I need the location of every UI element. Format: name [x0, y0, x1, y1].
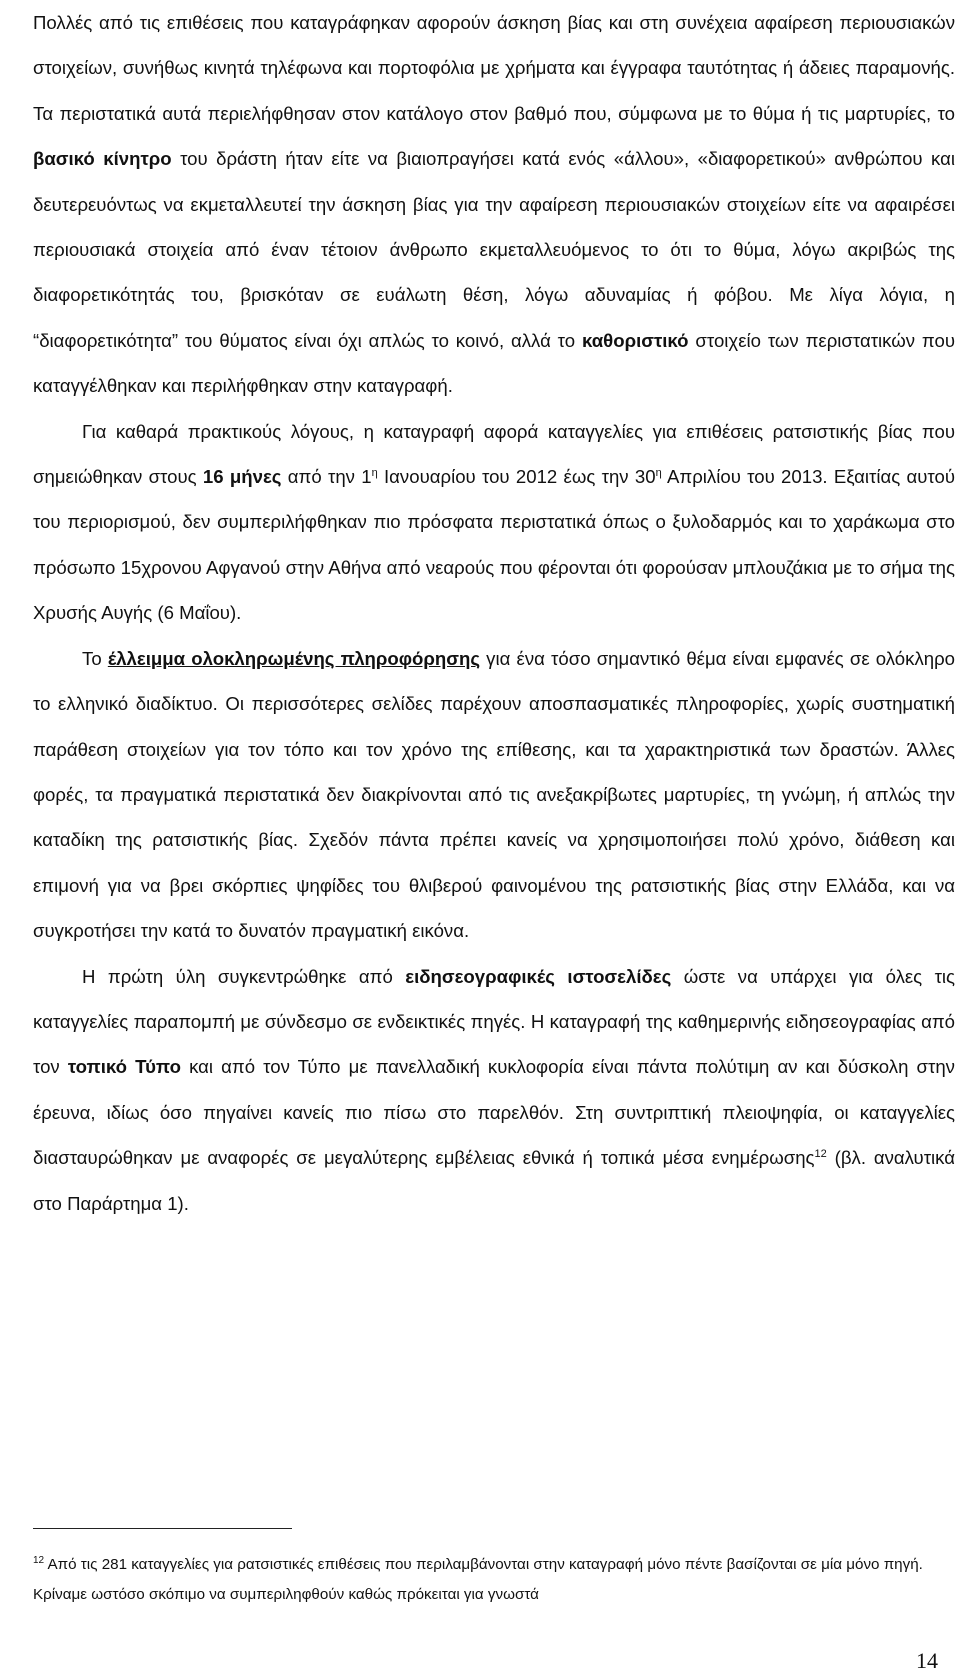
- footnote: [33, 1550, 955, 1610]
- bold-text: καθοριστικό: [581, 329, 689, 351]
- text-run: (βλ. αναλυτικά στο Παράρτημα 1).: [33, 1147, 955, 1214]
- bold-text: 16 μήνες: [202, 466, 282, 488]
- body-text: [33, 0, 955, 1226]
- text-run: Απριλίου του 2013. Εξαιτίας αυτού του περιορισμού, δεν συμπεριλήφθηκαν πιο πρόσφατα περιστατικά όπως ο ξυλοδαρμός και το χαράκωμα στο πρόσωπο 15χρονου Αφγανού στην Αθήνα από νεαρούς που φέρονται ότι φορούσαν μπλουζάκια με το σήμα της Χρυσής Αυγής (6 Μαΐου).: [33, 466, 955, 624]
- paragraph-3: [33, 636, 955, 954]
- footnote-marker: 12: [33, 1554, 45, 1566]
- text-run: του δράστη ήταν είτε να βιαιοπραγήσει κατά ενός «άλλου», «διαφορετικού» ανθρώπου και δευτερευόντως να εκμεταλλευτεί την άσκηση βίας για την αφαίρεση περιουσιακών στοιχείων είτε να αφαιρέσει περιουσιακά στοιχεία από έναν τέτοιον άνθρωπο εκμεταλλευόμενος το ότι το θύμα, λόγω ακριβώς της διαφορετικότητάς του, βρισκόταν σε ευάλωτη θέση, λόγω αδυναμίας ή φόβου. Με λίγα λόγια, η “διαφορετικότητα” του θύματος είναι όχι απλώς το κοινό, αλλά το: [33, 148, 955, 351]
- text-run: Πολλές από τις επιθέσεις που καταγράφηκαν αφορούν άσκηση βίας και στη συνέχεια αφαίρεση περιουσιακών στοιχείων, συνήθως κινητά τηλέφωνα και πορτοφόλια με χρήματα και έγγραφα ταυτότητας ή άδειες παραμονής. Τα περιστατικά αυτά περιελήφθησαν στον κατάλογο στον βαθμό που, σύμφωνα με το θύμα ή τις μαρτυρίες, το: [33, 12, 955, 124]
- text-run: ώστε να υπάρχει για όλες τις καταγγελίες παραπομπή με σύνδεσμο σε ενδεικτικές πηγές. Η καταγραφή της καθημερινής ειδησεογραφίας από τον: [33, 965, 956, 1078]
- footnote-separator: [33, 1528, 292, 1529]
- paragraph-4: [33, 954, 955, 1226]
- footnote-body: Από τις 281 καταγγελίες για ρατσιστικές επιθέσεις που περιλαμβάνονται στην καταγραφή μόνο πέντε βασίζονται σε μία μόνο πηγή. Κρίναμε ωστόσο σκόπιμο να συμπεριληφθούν καθώς πρόκειται για γνωστά: [33, 1556, 923, 1603]
- bold-underlined-text: έλλειμμα ολοκληρωμένης πληροφόρησης: [107, 647, 481, 669]
- bold-text: ειδησεογραφικές ιστοσελίδες: [405, 965, 672, 987]
- text-run: Το: [82, 647, 108, 669]
- footnote-text: [33, 1550, 955, 1610]
- page-number: 14: [916, 1648, 938, 1673]
- paragraph-1: [33, 0, 955, 409]
- text-run: για ένα τόσο σημαντικό θέμα είναι εμφανές σε ολόκληρο το ελληνικό διαδίκτυο. Οι περισσότερες σελίδες παρέχουν αποσπασματικές πληροφορίες, χωρίς συστηματική παράθεση στοιχείων για τον τόπο και τον χρόνο της επίθεσης, και τα χαρακτηριστικά των δραστών. Άλλες φορές, τα πραγματικά περιστατικά δεν διακρίνονται από τις ανεξακρίβωτες μαρτυρίες, τη γνώμη, ή απλώς την καταδίκη της ρατσιστικής βίας. Σχεδόν πάντα πρέπει κανείς να χρησιμοποιήσει πολύ χρόνο, διάθεση και επιμονή για να βρει σκόρπιες ψηφίδες του θλιβερού φαινομένου της ρατσιστικής βίας στην Ελλάδα, και να συγκροτήσει την κατά το δυνατόν πραγματική εικόνα.: [33, 647, 955, 942]
- bold-text: τοπικό Τύπο: [67, 1056, 181, 1078]
- bold-text: βασικό κίνητρο: [33, 148, 172, 170]
- text-run: από την 1: [281, 466, 372, 488]
- ordinal-superscript: η: [655, 466, 662, 479]
- text-run: στοιχείο των περιστατικών που καταγγέλθηκαν και περιλήφθηκαν στην καταγραφή.: [33, 329, 956, 397]
- text-run: Για καθαρά πρακτικούς λόγους, η καταγραφή αφορά καταγγελίες για επιθέσεις ρατσιστικής βίας που σημειώθηκαν στους: [33, 420, 955, 488]
- text-run: και από τον Τύπο με πανελλαδική κυκλοφορία είναι πάντα πολύτιμη αν και δύσκολη στην έρευνα, ιδίως όσο πηγαίνει κανείς πιο πίσω στο παρελθόν. Στη συντριπτική πλειοψηφία, οι καταγγελίες διασταυρώθηκαν με αναφορές σε μεγαλύτερης εμβέλειας εθνικά ή τοπικά μέσα ενημέρωσης: [33, 1056, 955, 1169]
- footnote-reference[interactable]: 12: [814, 1147, 827, 1160]
- paragraph-2: [33, 409, 955, 636]
- text-run: Ιανουαρίου του 2012 έως την 30: [377, 466, 656, 488]
- ordinal-superscript: η: [371, 466, 378, 479]
- text-run: Η πρώτη ύλη συγκεντρώθηκε από: [82, 965, 406, 987]
